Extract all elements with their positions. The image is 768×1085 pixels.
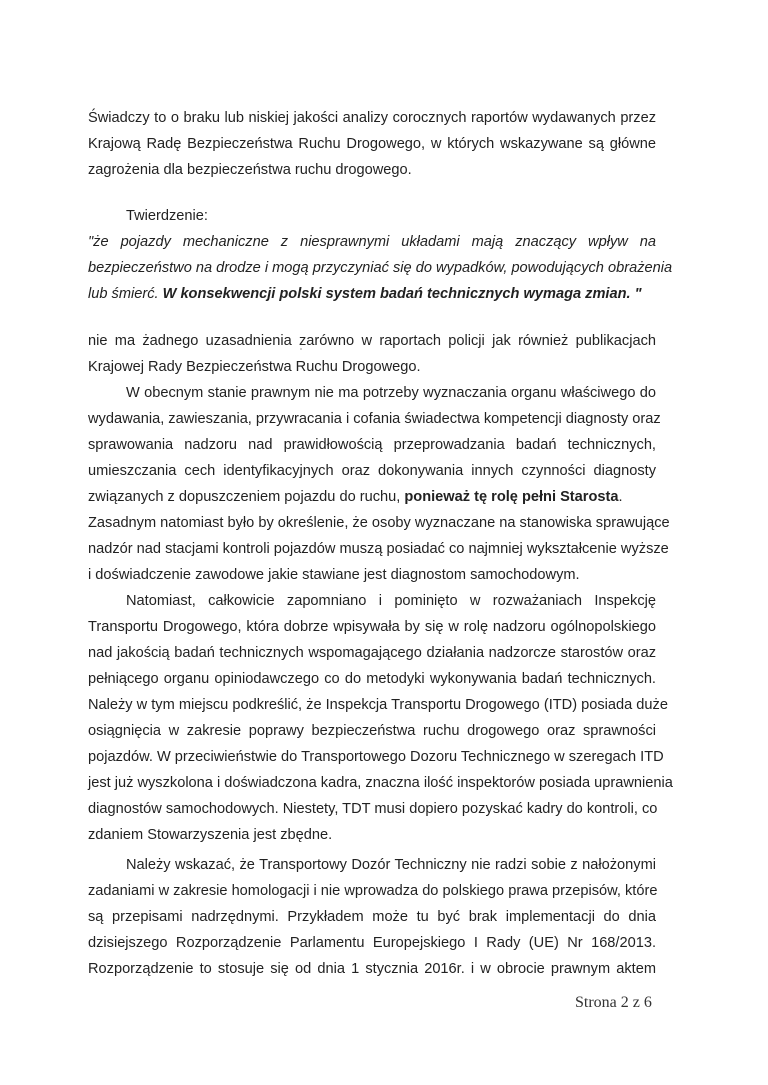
para4-line: Należy w tym miejscu podkreślić, że Inspekcja Transportu Drogowego (ITD) posiada duże	[88, 697, 668, 713]
para2-line: nie ma żadnego uzasadnienia zarówno w raportach policji jak również publikacjach	[88, 333, 656, 349]
quote-line	[88, 284, 656, 304]
quote-line: bezpieczeństwo na drodze i mogą przyczyniać się do wypadków, powodujących obrażenia	[88, 260, 673, 276]
para4-line: pojazdów. W przeciwieństwie do Transportowego Dozoru Technicznego w szeregach ITD	[88, 749, 664, 765]
para4-line: nad jakością badań technicznych wspomagającego działania nadzorcze starostów oraz	[88, 645, 656, 661]
para3-line: wydawania, zawieszania, przywracania i cofania świadectwa kompetencji diagnosty oraz	[88, 411, 661, 427]
claim-label: Twierdzenie:	[126, 208, 208, 224]
para4-line: Transportu Drogowego, która dobrze wpisywała by się w rolę nadzoru ogólnopolskiego	[88, 619, 656, 635]
para5-line: Rozporządzenie to stosuje się od dnia 1 stycznia 2016r. i w obrocie prawnym aktem	[88, 961, 656, 977]
para3-text: związanych z dopuszczeniem pojazdu do ruchu,	[88, 489, 405, 505]
para3-line: i doświadczenie zawodowe jakie stawiane jest diagnostom samochodowym.	[88, 567, 580, 583]
para4-line: diagnostów samochodowych. Niestety, TDT musi dopiero pozyskać kadry do kontroli, co	[88, 801, 658, 817]
quote-bold-text: W konsekwencji polski system badań technicznych wymaga zmian. "	[162, 286, 642, 302]
para4-line: jest już wyszkolona i doświadczona kadra, znaczna ilość inspektorów posiada uprawnienia	[88, 775, 673, 791]
para3-line: nadzór nad stacjami kontroli pojazdów muszą posiadać co najmniej wykształcenie wyższe	[88, 541, 669, 557]
para1-line: zagrożenia dla bezpieczeństwa ruchu drogowego.	[88, 162, 412, 178]
quote-text: lub śmierć.	[88, 286, 163, 302]
para3-bold-text: ponieważ tę rolę pełni Starosta	[404, 489, 619, 505]
para5-line: są przepisami nadrzędnymi. Przykładem może tu być brak implementacji do dnia	[88, 909, 656, 925]
para5-line: Należy wskazać, że Transportowy Dozór Techniczny nie radzi sobie z nałożonymi	[126, 857, 656, 873]
para3-line: umieszczania cech identyfikacyjnych oraz dokonywania innych czynności diagnosty	[88, 463, 656, 479]
quote-line: "że pojazdy mechaniczne z niesprawnymi układami mają znaczący wpływ na	[88, 234, 656, 250]
para4-line: Natomiast, całkowicie zapomniano i pominięto w rozważaniach Inspekcję	[126, 593, 656, 609]
para4-line: zdaniem Stowarzyszenia jest zbędne.	[88, 827, 333, 843]
para3-text-end: .	[618, 489, 623, 505]
para3-line	[88, 487, 656, 507]
para3-line: sprawowania nadzoru nad prawidłowością przeprowadzania badań technicznych,	[88, 437, 656, 453]
para1-line: Świadczy to o braku lub niskiej jakości analizy corocznych raportów wydawanych przez	[88, 110, 656, 126]
para1-line: Krajową Radę Bezpieczeństwa Ruchu Drogowego, w których wskazywane są główne	[88, 136, 656, 152]
para4-line: pełniącego organu opiniodawczego co do metodyki wykonywania badań technicznych.	[88, 671, 656, 687]
para3-line: W obecnym stanie prawnym nie ma potrzeby wyznaczania organu właściwego do	[126, 385, 656, 401]
para4-line: osiągnięcia w zakresie poprawy bezpieczeństwa ruchu drogowego oraz sprawności	[88, 723, 656, 739]
para2-line: Krajowej Rady Bezpieczeństwa Ruchu Drogowego.	[88, 359, 421, 375]
para5-line: zadaniami w zakresie homologacji i nie wprowadza do polskiego prawa przepisów, które	[88, 883, 658, 899]
para5-line: dzisiejszego Rozporządzenie Parlamentu Europejskiego I Rady (UE) Nr 168/2013.	[88, 935, 656, 951]
page-number: Strona 2 z 6	[575, 994, 652, 1011]
para3-line: Zasadnym natomiast było by określenie, że osoby wyznaczane na stanowiska sprawujące	[88, 515, 670, 531]
